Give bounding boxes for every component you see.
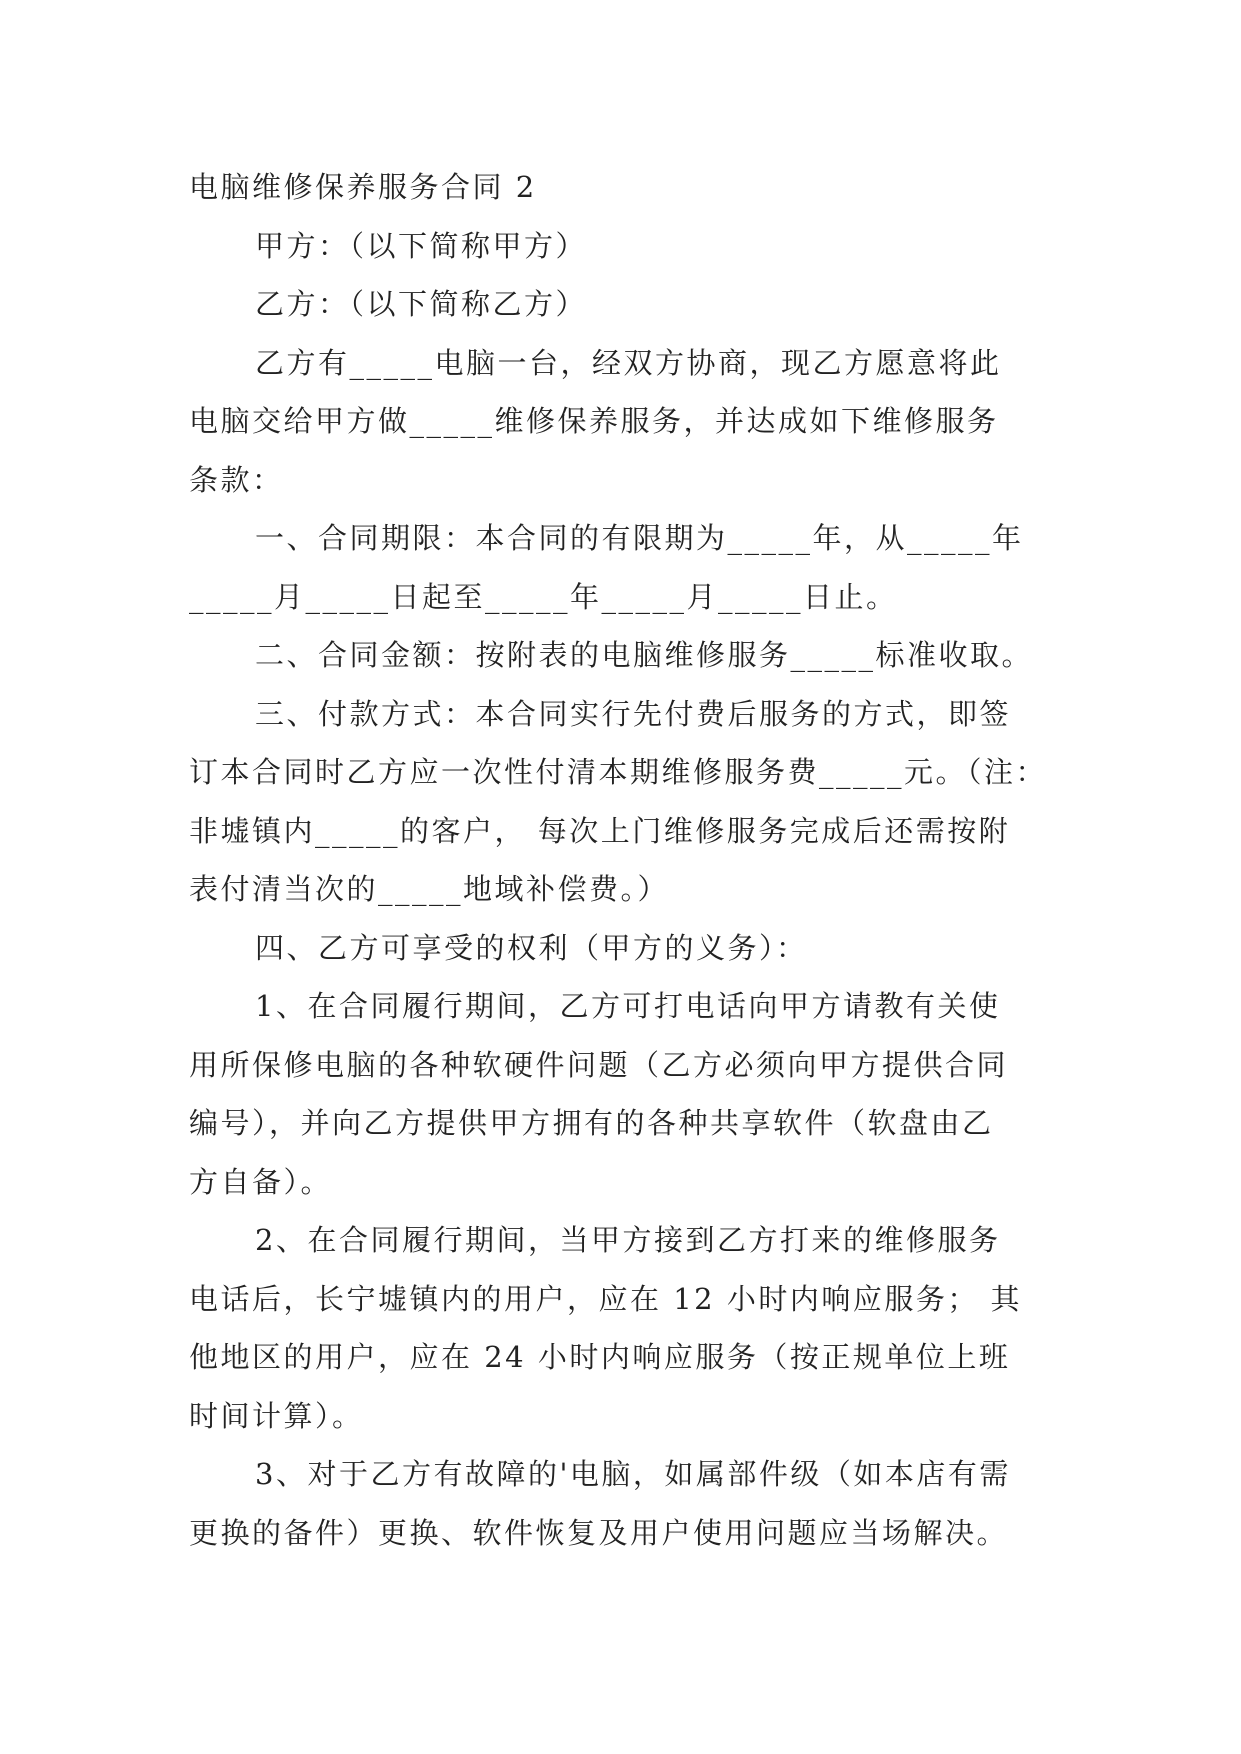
document-body: [189, 158, 1069, 1562]
text-line: 订本合同时乙方应一次性付清本期维修服务费_____元。（注：: [189, 755, 1048, 789]
sub-clause: 1、在合同履行期间，乙方可打电话向甲方请教有关使: [255, 989, 1001, 1023]
text-line: 乙方有_____电脑一台，经双方协商，现乙方愿意将此: [255, 345, 1002, 380]
clause-heading: 一、合同期限：本合同的有限期为_____年，从_____年: [255, 521, 1024, 555]
clause-heading: 四、乙方可享受的权利（甲方的义务）：: [255, 930, 808, 965]
text-line: 非墟镇内_____的客户， 每次上门维修服务完成后还需按附: [189, 813, 1011, 848]
text-line: 方自备）。: [189, 1164, 333, 1199]
sub-clause: 3、对于乙方有故障的'电脑，如属部件级（如本店有需: [255, 1457, 1011, 1491]
text-line: 时间计算）。: [189, 1398, 364, 1433]
clause-heading: 二、合同金额：按附表的电脑维修服务_____标准收取。: [255, 638, 1034, 672]
text-line: 电脑交给甲方做_____维修保养服务，并达成如下维修服务: [189, 404, 999, 438]
clause-heading: 三、付款方式：本合同实行先付费后服务的方式，即签: [255, 696, 1012, 731]
text-line: _____月_____日起至_____年_____月_____日止。: [189, 579, 898, 614]
text-line: 电话后，长宁墟镇内的用户，应在 12 小时内响应服务； 其: [189, 1281, 1023, 1316]
party-b-line: 乙方：（以下简称乙方）: [255, 287, 588, 321]
text-line: 他地区的用户，应在 24 小时内响应服务（按正规单位上班: [189, 1340, 1011, 1374]
sub-clause: 2、在合同履行期间，当甲方接到乙方打来的维修服务: [255, 1223, 1001, 1257]
text-line: 编号），并向乙方提供甲方拥有的各种共享软件（软盘由乙: [189, 1106, 994, 1140]
text-line: 用所保修电脑的各种软硬件问题（乙方必须向甲方提供合同: [189, 1047, 1009, 1082]
text-line: 表付清当次的_____地域补偿费。）: [189, 872, 670, 906]
party-a-line: 甲方：（以下简称甲方）: [255, 228, 588, 263]
document-title: 电脑维修保养服务合同 2: [189, 170, 537, 204]
text-line: 更换的备件）更换、软件恢复及用户使用问题应当场解决。: [189, 1515, 1009, 1550]
text-line: 条款：: [189, 462, 284, 497]
